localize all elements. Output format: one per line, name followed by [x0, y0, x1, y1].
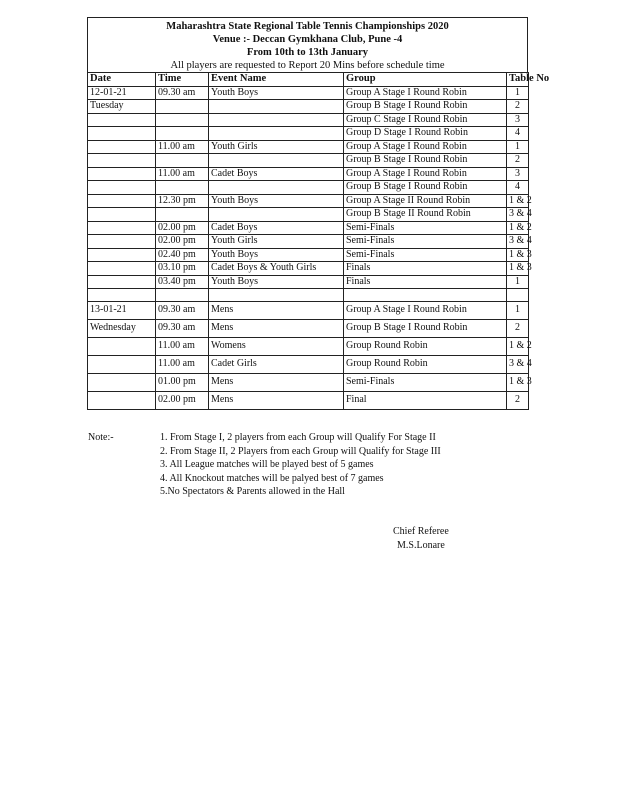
cell-event: Cadet Girls [209, 356, 344, 374]
cell-event: Youth Girls [209, 235, 344, 249]
table-row [88, 86, 529, 100]
cell-time: 01.00 pm [156, 374, 209, 392]
table-row [88, 320, 529, 338]
cell-time: 11.00 am [156, 140, 209, 154]
cell-time: 09.30 am [156, 302, 209, 320]
table-row [88, 194, 529, 208]
cell-date [88, 392, 156, 410]
cell-event: Youth Boys [209, 248, 344, 262]
cell-date [88, 262, 156, 276]
cell-event [209, 154, 344, 168]
cell-event: Youth Boys [209, 275, 344, 289]
schedule-header [87, 17, 528, 72]
schedule-rows [88, 86, 532, 410]
cell-event [209, 113, 344, 127]
cell-group: Semi-Finals [344, 374, 507, 392]
cell-event: Cadet Boys [209, 167, 344, 181]
table-row [88, 392, 529, 410]
column-header-table-no: Table No [507, 73, 529, 87]
cell-group [344, 289, 507, 302]
cell-time: 09.30 am [156, 320, 209, 338]
cell-table-no: 3 & 4 [507, 208, 529, 222]
cell-date [88, 127, 156, 141]
table-row [88, 262, 529, 276]
table-row [88, 113, 529, 127]
cell-group: Finals [344, 275, 507, 289]
table-row [88, 235, 529, 249]
cell-date [88, 208, 156, 222]
table-row [88, 140, 529, 154]
cell-time: 11.00 am [156, 167, 209, 181]
cell-table-no: 3 & 4 [507, 235, 529, 249]
cell-time: 02.00 pm [156, 235, 209, 249]
cell-date [88, 248, 156, 262]
table-row [88, 275, 529, 289]
cell-time: 02.40 pm [156, 248, 209, 262]
table-row [88, 208, 529, 222]
cell-date [88, 154, 156, 168]
cell-date [88, 356, 156, 374]
cell-table-no: 1 [507, 275, 529, 289]
cell-table-no: 2 [507, 154, 529, 168]
cell-date [88, 221, 156, 235]
cell-time [156, 127, 209, 141]
note-item: 4. All Knockout matches will be palyed best of 7 games [160, 472, 384, 484]
cell-event: Youth Boys [209, 194, 344, 208]
cell-table-no: 3 [507, 113, 529, 127]
cell-table-no: 2 [507, 100, 529, 114]
table-row [88, 167, 529, 181]
column-header-time: Time [156, 73, 209, 87]
cell-event [209, 100, 344, 114]
cell-time: 03.40 pm [156, 275, 209, 289]
referee-name: M.S.Lonare [397, 540, 445, 551]
cell-event [209, 181, 344, 195]
cell-group: Group B Stage I Round Robin [344, 154, 507, 168]
cell-table-no: 4 [507, 127, 529, 141]
notes-list [160, 431, 441, 499]
cell-table-no: 3 [507, 167, 529, 181]
cell-date [88, 181, 156, 195]
cell-table-no: 1 & 2 [507, 194, 529, 208]
report-notice: All players are requested to Report 20 Mins before schedule time [170, 60, 445, 71]
cell-group: Group B Stage II Round Robin [344, 208, 507, 222]
cell-group: Group A Stage I Round Robin [344, 302, 507, 320]
cell-table-no: 2 [507, 392, 529, 410]
cell-date: 12-01-21 [88, 86, 156, 100]
cell-time [156, 113, 209, 127]
table-row [88, 289, 529, 302]
column-header-event: Event Name [209, 73, 344, 87]
cell-table-no: 4 [507, 181, 529, 195]
cell-time [156, 208, 209, 222]
cell-time: 11.00 am [156, 356, 209, 374]
signature-block [393, 525, 449, 553]
table-header-row [88, 73, 529, 87]
cell-date [88, 140, 156, 154]
dates-line: From 10th to 13th January [246, 47, 369, 58]
cell-date [88, 194, 156, 208]
cell-event: Youth Girls [209, 140, 344, 154]
cell-event: Mens [209, 302, 344, 320]
table-row [88, 302, 529, 320]
referee-role: Chief Referee [393, 526, 449, 537]
cell-table-no: 1 [507, 86, 529, 100]
cell-time [156, 289, 209, 302]
cell-event: Mens [209, 374, 344, 392]
cell-group: Group A Stage I Round Robin [344, 140, 507, 154]
cell-date [88, 338, 156, 356]
cell-event: Cadet Boys & Youth Girls [209, 262, 344, 276]
cell-event: Mens [209, 392, 344, 410]
cell-table-no: 2 [507, 320, 529, 338]
cell-time: 02.00 pm [156, 221, 209, 235]
cell-date: Tuesday [88, 100, 156, 114]
venue-line: Venue :- Deccan Gymkhana Club, Pune -4 [212, 34, 403, 45]
cell-table-no: 1 & 3 [507, 262, 529, 276]
cell-time [156, 100, 209, 114]
cell-time: 09.30 am [156, 86, 209, 100]
cell-event [209, 208, 344, 222]
note-item: 5.No Spectators & Parents allowed in the Hall [160, 486, 345, 498]
cell-date [88, 235, 156, 249]
cell-event: Mens [209, 320, 344, 338]
cell-time: 02.00 pm [156, 392, 209, 410]
cell-group: Semi-Finals [344, 221, 507, 235]
cell-group: Semi-Finals [344, 235, 507, 249]
notes-label: Note:- [88, 432, 114, 443]
cell-group: Group A Stage II Round Robin [344, 194, 507, 208]
cell-group: Group D Stage I Round Robin [344, 127, 507, 141]
cell-group: Semi-Finals [344, 248, 507, 262]
cell-group: Group Round Robin [344, 338, 507, 356]
cell-group: Group C Stage I Round Robin [344, 113, 507, 127]
cell-event: Cadet Boys [209, 221, 344, 235]
cell-group: Group B Stage I Round Robin [344, 181, 507, 195]
championship-title: Maharashtra State Regional Table Tennis Championships 2020 [166, 21, 449, 32]
cell-group: Group B Stage I Round Robin [344, 100, 507, 114]
cell-group: Group Round Robin [344, 356, 507, 374]
cell-table-no: 1 [507, 140, 529, 154]
cell-event: Womens [209, 338, 344, 356]
cell-event: Youth Boys [209, 86, 344, 100]
cell-time: 11.00 am [156, 338, 209, 356]
table-row [88, 221, 529, 235]
note-item: 2. From Stage II, 2 Players from each Group will Qualify for Stage III [160, 445, 441, 457]
cell-table-no: 3 & 4 [507, 356, 529, 374]
note-item: 1. From Stage I, 2 players from each Group will Qualify For Stage II [160, 432, 436, 443]
table-row [88, 338, 529, 356]
cell-group: Group A Stage I Round Robin [344, 86, 507, 100]
cell-group: Group B Stage I Round Robin [344, 320, 507, 338]
schedule-sheet [87, 17, 550, 410]
cell-group: Finals [344, 262, 507, 276]
table-row [88, 248, 529, 262]
cell-table-no: 1 & 2 [507, 221, 529, 235]
cell-date [88, 289, 156, 302]
cell-event [209, 289, 344, 302]
cell-date [88, 275, 156, 289]
cell-date [88, 167, 156, 181]
column-header-date: Date [88, 73, 156, 87]
note-item: 3. All League matches will be played best of 5 games [160, 459, 374, 471]
cell-group: Group A Stage I Round Robin [344, 167, 507, 181]
cell-table-no: 1 & 2 [507, 338, 529, 356]
cell-date [88, 374, 156, 392]
cell-date: Wednesday [88, 320, 156, 338]
cell-table-no [507, 289, 529, 302]
table-row [88, 374, 529, 392]
column-header-group: Group [344, 73, 507, 87]
cell-time: 03.10 pm [156, 262, 209, 276]
schedule-table [87, 72, 550, 410]
cell-table-no: 1 & 3 [507, 374, 529, 392]
table-row [88, 181, 529, 195]
cell-time [156, 154, 209, 168]
cell-table-no: 1 & 3 [507, 248, 529, 262]
cell-group: Final [344, 392, 507, 410]
table-row [88, 127, 529, 141]
table-row [88, 154, 529, 168]
cell-date: 13-01-21 [88, 302, 156, 320]
cell-time [156, 181, 209, 195]
cell-date [88, 113, 156, 127]
table-row [88, 356, 529, 374]
table-row [88, 100, 529, 114]
cell-time: 12.30 pm [156, 194, 209, 208]
cell-event [209, 127, 344, 141]
cell-table-no: 1 [507, 302, 529, 320]
